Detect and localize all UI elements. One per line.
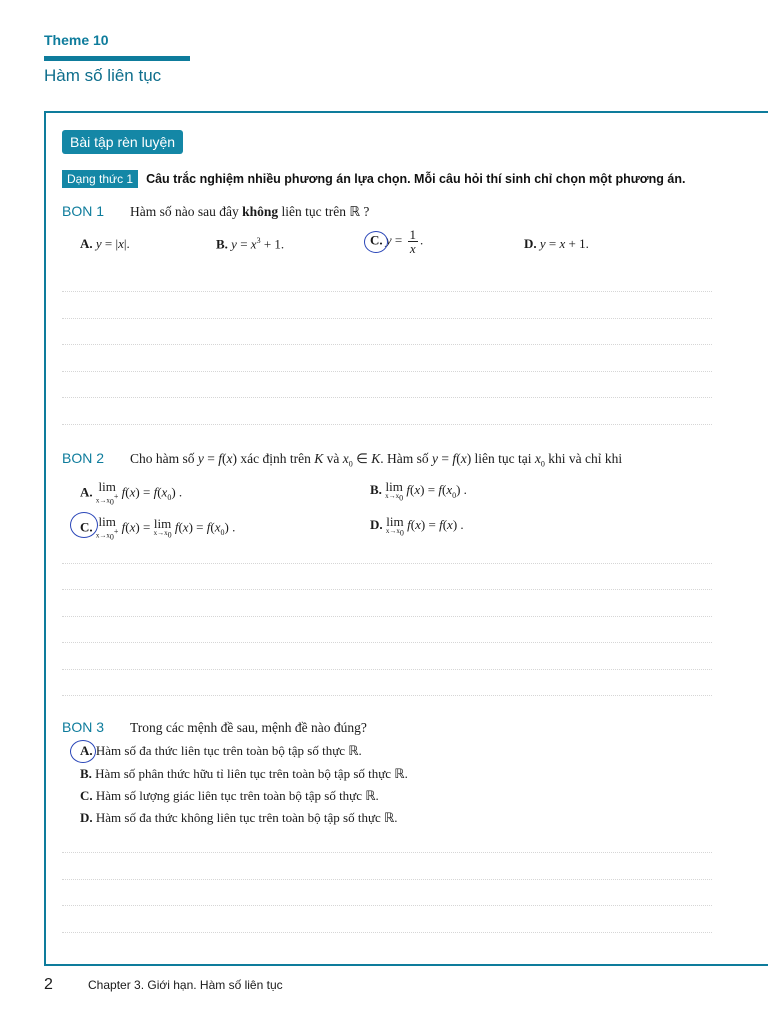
- q3-option-b-letter: B.: [80, 766, 92, 781]
- q2-option-c[interactable]: C. lim $x\to x_0^+$ f(x) = lim $x\to x_0$ $f(x) = f(x_0)$ .: [80, 514, 236, 542]
- q3-option-d-letter: D.: [80, 810, 93, 825]
- q3-option-b[interactable]: [80, 766, 408, 782]
- q2-option-a[interactable]: A. lim $x\to x_0^+$ $f(x) = f(x_0)$ .: [80, 479, 183, 507]
- q1-option-a-letter: A.: [80, 236, 93, 251]
- answer-line: [62, 616, 712, 617]
- q2-option-d[interactable]: D. lim $x\to x_0$ f(x) = f(x) .: [370, 514, 464, 538]
- question-2-label: BON 2: [62, 450, 105, 466]
- answer-line: [62, 318, 712, 319]
- question-1-label: BON 1: [62, 203, 105, 219]
- answer-line: [62, 642, 712, 643]
- answer-line: [62, 589, 712, 590]
- question-1-text-a: Hàm số nào sau đây: [130, 204, 243, 219]
- form-badge: Dạng thức 1: [62, 170, 138, 188]
- q1-option-a[interactable]: A. y = |x|.: [80, 236, 130, 251]
- footer-chapter: Chapter 3. Giới hạn. Hàm số liên tục: [88, 978, 283, 992]
- q1-option-c-letter: C.: [370, 232, 383, 248]
- q1-answer-circle: [364, 231, 388, 253]
- q1-option-b[interactable]: B. $y = x^3 + 1$.: [216, 236, 285, 252]
- q2-option-a-letter: A.: [80, 484, 93, 500]
- question-1-text-bold: không: [242, 204, 279, 219]
- answer-line: [62, 879, 712, 880]
- answer-line: [62, 905, 712, 906]
- theme-label: Theme 10: [44, 32, 109, 48]
- q1-option-d[interactable]: D. y = x + 1.: [524, 236, 589, 251]
- answer-line: [62, 291, 712, 292]
- q3-option-a-letter: A.: [80, 743, 93, 758]
- question-3-text: Trong các mệnh đề sau, mệnh đề nào đúng?: [130, 720, 367, 735]
- question-3-label: BON 3: [62, 719, 105, 735]
- q1-option-c[interactable]: C. y = $\frac{1}{x}$ .: [370, 227, 424, 256]
- question-1-text-b: liên tục trên ℝ ?: [278, 204, 370, 219]
- answer-line: [62, 344, 712, 345]
- q2-option-c-letter: C.: [80, 519, 93, 535]
- q2-option-b[interactable]: B. lim $x\to x_0$ $f(x) = f(x_0)$ .: [370, 479, 467, 503]
- answer-line: [62, 852, 712, 853]
- question-2-text: Cho hàm số y = f(x) xác định trên K và $x_0$ ∈ K. Hàm số y = f(x) liên tục tại $x_0$ khi và chỉ khi: [130, 451, 623, 469]
- answer-line: [62, 669, 712, 670]
- form-row: [62, 169, 685, 189]
- page-title: Hàm số liên tục: [44, 66, 162, 85]
- q3-option-a[interactable]: [80, 743, 362, 759]
- q3-option-c-letter: C.: [80, 788, 93, 803]
- question-1-text: [130, 204, 369, 220]
- theme-underline: [44, 56, 190, 61]
- q3-option-d-text: Hàm số đa thức không liên tục trên toàn bộ tập số thực ℝ.: [95, 810, 398, 825]
- q3-option-c[interactable]: [80, 788, 379, 804]
- answer-line: [62, 397, 712, 398]
- answer-line: [62, 371, 712, 372]
- answer-line: [62, 424, 712, 425]
- q1-option-d-letter: D.: [524, 236, 537, 251]
- q3-option-d[interactable]: [80, 810, 398, 826]
- answer-line: [62, 563, 712, 564]
- q2-answer-circle: [70, 512, 98, 538]
- q3-option-b-text: Hàm số phân thức hữu tỉ liên tục trên toàn bộ tập số thực ℝ.: [95, 766, 408, 781]
- form-instruction: Câu trắc nghiệm nhiều phương án lựa chọn. Mỗi câu hỏi thí sinh chỉ chọn một phương án.: [146, 172, 686, 186]
- q3-option-a-text: Hàm số đa thức liên tục trên toàn bộ tập số thực ℝ.: [95, 743, 362, 758]
- q3-option-c-text: Hàm số lượng giác liên tục trên toàn bộ tập số thực ℝ.: [95, 788, 379, 803]
- exercise-label: Bài tập rèn luyện: [62, 130, 183, 154]
- q2-option-b-letter: B.: [370, 482, 382, 498]
- answer-line: [62, 932, 712, 933]
- q1-option-b-letter: B.: [216, 236, 228, 252]
- q2-option-d-letter: D.: [370, 517, 383, 533]
- page-number: 2: [44, 976, 53, 993]
- answer-line: [62, 695, 712, 696]
- q3-answer-circle: [70, 740, 96, 763]
